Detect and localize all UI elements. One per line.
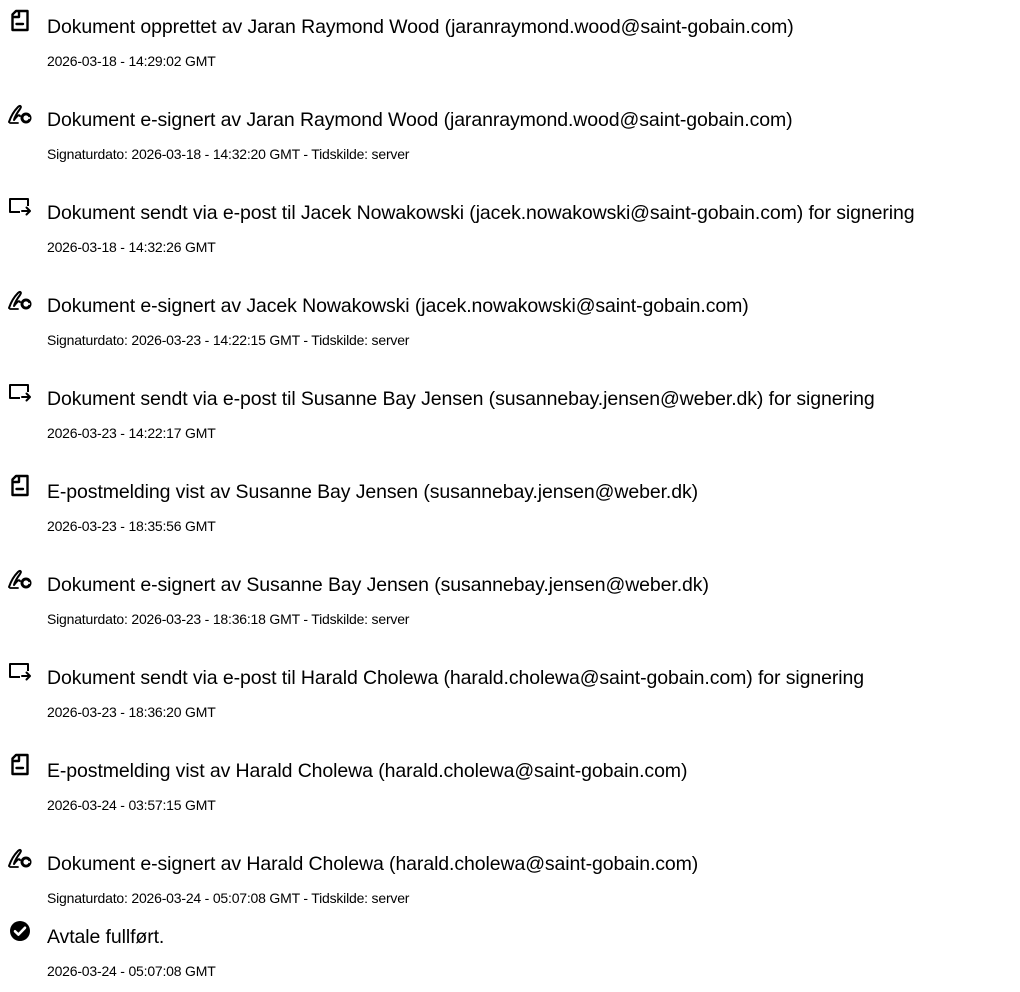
event-timestamp: 2026-03-23 - 18:35:56 GMT (47, 518, 216, 534)
event-description: Dokument sendt via e-post til Harald Cholewa (harald.cholewa@saint-gobain.com) for signering (47, 667, 864, 689)
event-description: Dokument e-signert av Harald Cholewa (harald.cholewa@saint-gobain.com) (47, 853, 699, 875)
audit-event (0, 658, 1020, 728)
event-description: Dokument e-signert av Susanne Bay Jensen (susannebay.jensen@weber.dk) (47, 574, 709, 596)
event-timestamp: 2026-03-23 - 18:36:20 GMT (47, 704, 216, 720)
e-signature-icon (6, 286, 34, 314)
audit-event (0, 751, 1020, 821)
event-description: Dokument sendt via e-post til Jacek Nowakowski (jacek.nowakowski@saint-gobain.com) for signering (47, 202, 915, 224)
audit-event (0, 193, 1020, 263)
document-viewed-icon (6, 751, 34, 779)
email-sent-icon (6, 658, 34, 686)
audit-event (0, 7, 1020, 77)
event-description: Dokument e-signert av Jacek Nowakowski (jacek.nowakowski@saint-gobain.com) (47, 295, 749, 317)
event-description: Dokument e-signert av Jaran Raymond Wood (jaranraymond.wood@saint-gobain.com) (47, 109, 793, 131)
event-description: Avtale fullført. (47, 926, 165, 948)
audit-event (0, 472, 1020, 542)
event-description: E-postmelding vist av Harald Cholewa (harald.cholewa@saint-gobain.com) (47, 760, 688, 782)
event-timestamp: 2026-03-23 - 14:22:17 GMT (47, 425, 216, 441)
event-timestamp: Signaturdato: 2026-03-24 - 05:07:08 GMT - Tidskilde: server (47, 890, 410, 906)
email-sent-icon (6, 193, 34, 221)
audit-event (0, 379, 1020, 449)
e-signature-icon (6, 565, 34, 593)
audit-event (0, 565, 1020, 635)
event-description: Dokument opprettet av Jaran Raymond Wood (jaranraymond.wood@saint-gobain.com) (47, 16, 794, 38)
email-sent-icon (6, 379, 34, 407)
e-signature-icon (6, 100, 34, 128)
audit-event (0, 917, 1020, 987)
event-timestamp: 2026-03-24 - 03:57:15 GMT (47, 797, 216, 813)
event-timestamp: Signaturdato: 2026-03-23 - 14:22:15 GMT - Tidskilde: server (47, 332, 410, 348)
document-viewed-icon (6, 472, 34, 500)
event-timestamp: 2026-03-18 - 14:32:26 GMT (47, 239, 216, 255)
audit-event (0, 100, 1020, 170)
event-timestamp: Signaturdato: 2026-03-23 - 18:36:18 GMT - Tidskilde: server (47, 611, 410, 627)
event-timestamp: 2026-03-18 - 14:29:02 GMT (47, 53, 216, 69)
e-signature-icon (6, 844, 34, 872)
event-description: E-postmelding vist av Susanne Bay Jensen (susannebay.jensen@weber.dk) (47, 481, 698, 503)
event-timestamp: Signaturdato: 2026-03-18 - 14:32:20 GMT - Tidskilde: server (47, 146, 410, 162)
document-created-icon (6, 7, 34, 35)
event-description: Dokument sendt via e-post til Susanne Bay Jensen (susannebay.jensen@weber.dk) for signering (47, 388, 875, 410)
check-circle-icon (6, 917, 34, 945)
audit-event (0, 286, 1020, 356)
event-timestamp: 2026-03-24 - 05:07:08 GMT (47, 963, 216, 979)
audit-event (0, 844, 1020, 914)
